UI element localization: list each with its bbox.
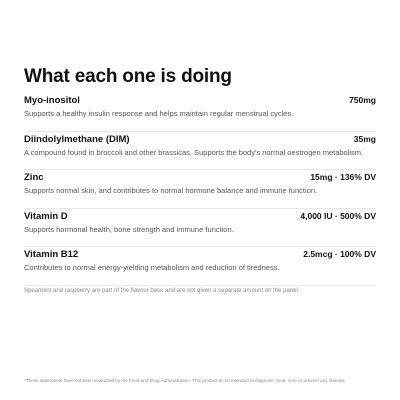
fda-disclaimer: *These statements have not been evaluated by the Food and Drug Administration. This product is not intended to diagnose, treat, cure or prevent any disease. <box>24 378 346 383</box>
ingredient-item-myo-inositol <box>24 93 376 132</box>
ingredient-amount: 4,000 IU · 500% DV <box>300 210 376 221</box>
ingredient-description: Supports normal skin, and contributes to normal hormone balance and immune function. <box>24 186 318 195</box>
ingredients-panel <box>24 0 376 400</box>
ingredient-description: A compound found in broccoli and other brassicas. Supports the body's normal oestrogen metabolism. <box>24 147 364 157</box>
ingredient-list <box>24 93 376 286</box>
ingredient-item-dim <box>24 132 376 171</box>
ingredient-item-vitamin-b12 <box>24 247 376 286</box>
section-title: What each one is doing <box>24 66 232 87</box>
ingredient-name: Diindolylmethane (DIM) <box>24 133 130 145</box>
flavour-note: Spearmint and raspberry are part of the flavour base and are not given a separate amount on the panel. <box>24 288 300 294</box>
ingredient-amount: 750mg <box>349 95 376 105</box>
ingredient-name: Vitamin B12 <box>24 249 79 260</box>
ingredient-name: Vitamin D <box>24 210 68 222</box>
ingredient-description: Supports hormonal health, bone strength and immune function. <box>24 224 234 234</box>
ingredient-name: Myo-inositol <box>24 95 80 106</box>
ingredient-description: Contributes to normal energy-yielding metabolism and reduction of tiredness. <box>24 263 280 272</box>
ingredient-amount: 15mg · 136% DV <box>310 172 376 182</box>
ingredient-amount: 2.5mcg · 100% DV <box>303 249 376 259</box>
ingredient-item-zinc <box>24 170 376 209</box>
ingredient-item-vitamin-d <box>24 209 376 248</box>
ingredient-description: Supports a healthy insulin response and helps maintain regular menstrual cycles. <box>24 109 294 118</box>
ingredient-amount: 35mg <box>353 133 376 144</box>
ingredient-name: Zinc <box>24 172 44 183</box>
